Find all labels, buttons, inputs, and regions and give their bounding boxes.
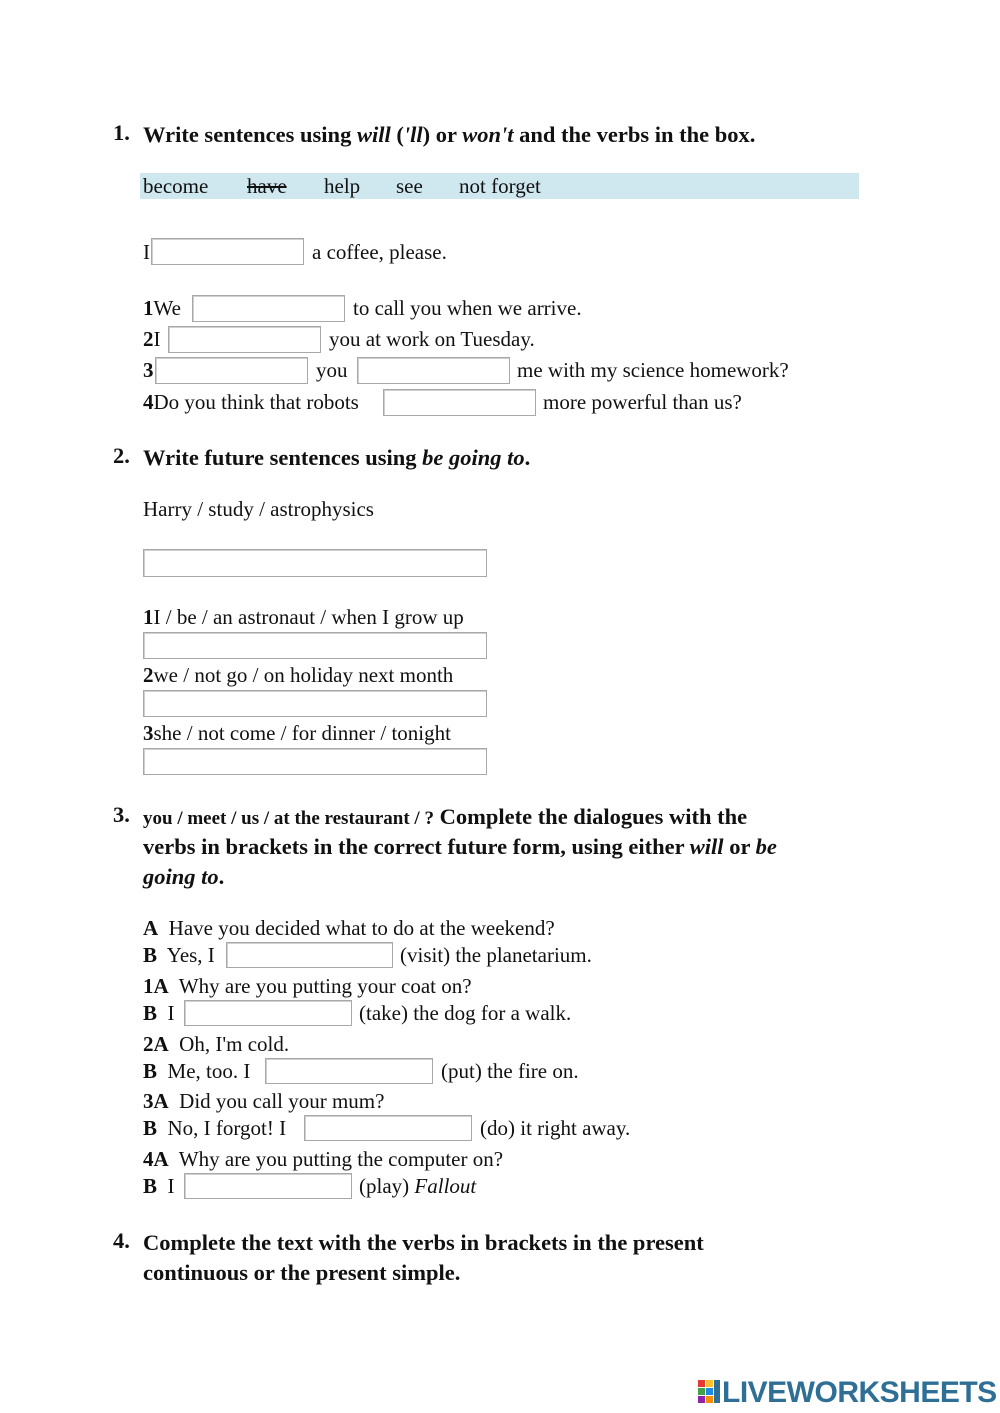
logo-text: LIVEWORKSHEETS [722, 1376, 997, 1409]
q1-item-3-mid: you [316, 358, 348, 382]
q1-item-3-input-a[interactable] [155, 357, 308, 384]
q3-title-line-3: going to. [143, 864, 225, 889]
word-help: help [324, 174, 361, 198]
liveworksheets-logo [698, 1376, 997, 1410]
q1-item-2-text: 2I [143, 327, 161, 351]
q3-dialogue-1-b: B I [143, 1001, 175, 1025]
q2-item-3-input[interactable] [143, 748, 487, 775]
q1-item-4-post: more powerful than us? [543, 390, 742, 414]
q1-item-2-post: you at work on Tuesday. [329, 327, 535, 351]
q2-item-2-input[interactable] [143, 690, 487, 717]
q3-dialogue-2-a: 2A Oh, I'm cold. [143, 1032, 290, 1056]
word-not-forget: not forget [459, 174, 541, 198]
q1-item-1-post: to call you when we arrive. [353, 296, 582, 320]
q1-title: Write sentences using will ('ll) or won't and the verbs in the box. [143, 122, 756, 147]
q3-dialogue-2-b: B Me, too. I [143, 1059, 251, 1083]
logo-blocks-icon [698, 1380, 722, 1406]
q1-number: 1. [113, 120, 130, 145]
word-box [140, 173, 859, 199]
q3-title-line-2: verbs in brackets in the correct future form, using either will or be [143, 834, 777, 859]
q2-item-2-text: 2we / not go / on holiday next month [143, 663, 454, 687]
q1-item-4-input[interactable] [383, 389, 536, 416]
q3-dialogue-0-b: B Yes, I [143, 943, 215, 967]
q1-item-3-input-b[interactable] [357, 357, 510, 384]
q4-number: 4. [113, 1228, 130, 1253]
q3-dialogue-0-a: A Have you decided what to do at the weekend? [143, 916, 555, 940]
q4-title-line-1: Complete the text with the verbs in brackets in the present [143, 1230, 704, 1255]
q3-dialogue-1-input[interactable] [184, 1000, 352, 1026]
q3-dialogue-3-input[interactable] [304, 1115, 472, 1141]
q3-dialogue-4-input[interactable] [184, 1173, 352, 1199]
q1-item-1-input[interactable] [192, 295, 345, 322]
q4-title-line-2: continuous or the present simple. [143, 1260, 461, 1285]
q3-dialogue-4-b: B I [143, 1174, 175, 1198]
q3-dialogue-4-a: 4A Why are you putting the computer on? [143, 1147, 504, 1171]
q2-example-text: Harry / study / astrophysics [143, 497, 374, 521]
q3-dialogue-1-post: (take) the dog for a walk. [359, 1001, 572, 1025]
q1-item-4-text: 4Do you think that robots [143, 390, 359, 414]
q3-dialogue-3-b: B No, I forgot! I [143, 1116, 287, 1140]
q1-example-input[interactable] [151, 238, 304, 265]
q3-dialogue-2-input[interactable] [265, 1058, 433, 1084]
q3-number: 3. [113, 802, 130, 827]
q1-example-post: a coffee, please. [312, 240, 447, 264]
q2-item-1-input[interactable] [143, 632, 487, 659]
q1-item-2-input[interactable] [168, 326, 321, 353]
q3-dialogue-0-input[interactable] [226, 942, 393, 968]
q1-item-3-post: me with my science homework? [517, 358, 789, 382]
q2-number: 2. [113, 443, 130, 468]
q2-title: Write future sentences using be going to. [143, 445, 531, 470]
q3-dialogue-0-post: (visit) the planetarium. [400, 943, 592, 967]
q3-dialogue-4-post: (play) Fallout [359, 1174, 477, 1198]
q3-dialogue-2-post: (put) the fire on. [441, 1059, 579, 1083]
q3-title-line-1: you / meet / us / at the restaurant / ? Complete the dialogues with the [143, 804, 748, 829]
q3-dialogue-1-a: 1A Why are you putting your coat on? [143, 974, 472, 998]
q3-dialogue-3-a: 3A Did you call your mum? [143, 1089, 385, 1113]
word-become: become [143, 174, 209, 198]
q2-item-1-text: 1I / be / an astronaut / when I grow up [143, 605, 464, 629]
q3-dialogue-3-post: (do) it right away. [480, 1116, 631, 1140]
q1-item-1-text: 1We [143, 296, 181, 320]
q1-example-pre: I [143, 240, 150, 264]
word-see: see [396, 174, 423, 198]
word-have: have [247, 174, 287, 198]
q2-example-input[interactable] [143, 549, 487, 577]
q1-item-3-number: 3 [143, 358, 154, 382]
q2-item-3-text: 3she / not come / for dinner / tonight [143, 721, 451, 745]
